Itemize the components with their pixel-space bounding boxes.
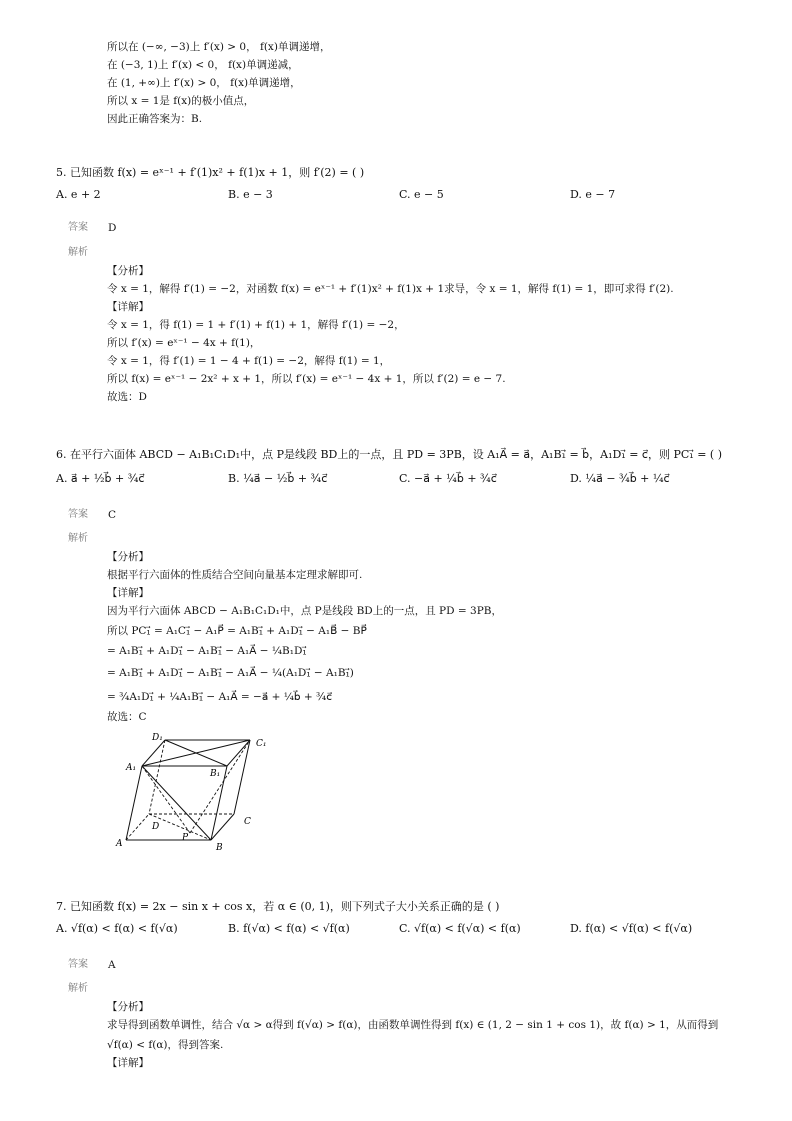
figure-label-c1: C₁ xyxy=(256,739,267,749)
intro-line-3: 在 (1, +∞)上 f′(x) > 0， f(x)单调递增， xyxy=(107,77,301,89)
q6-line-6: = A₁B₁⃗ + A₁D₁⃗ − A₁B₁⃗ − A₁A⃗ − ¼B₁D₁⃗ xyxy=(107,645,307,657)
figure-label-a: A xyxy=(116,839,123,849)
q6-option-a: A. a⃗ + ½b⃗ + ¾c⃗ xyxy=(56,472,145,485)
q5-option-c: C. e − 5 xyxy=(399,188,444,201)
q6-stem: 6. 在平行六面体 ABCD − A₁B₁C₁D₁中，点 P是线段 BD上的一点，且 PD = 3PB，设 A₁A⃗ = a⃗，A₁B₁⃗ = b⃗，A₁D₁⃗ = c⃗，则 PC₁⃗ = ( ) xyxy=(56,448,722,461)
q6-line-4: 因为平行六面体 ABCD − A₁B₁C₁D₁中，点 P是线段 BD上的一点，且 PD = 3PB， xyxy=(107,605,502,617)
q6-line-8: = ¾A₁D₁⃗ + ¼A₁B₁⃗ − A₁A⃗ = −a⃗ + ¼b⃗ + ¾c⃗ xyxy=(107,691,332,703)
figure-label-c: C xyxy=(244,817,251,827)
q7-option-a: A. √f(α) < f(α) < f(√α) xyxy=(56,922,178,935)
q6-line-3: 【详解】 xyxy=(107,587,149,599)
figure-label-p: P xyxy=(182,833,189,843)
q7-option-d: D. f(α) < √f(α) < f(√α) xyxy=(570,922,693,935)
q7-answer: A xyxy=(108,959,116,971)
q5-line-5: 所以 f′(x) = eˣ⁻¹ − 4x + f(1)， xyxy=(107,337,261,349)
q7-stem: 7. 已知函数 f(x) = 2x − sin x + cos x，若 α ∈ (0, 1)，则下列式子大小关系正确的是 ( ) xyxy=(56,900,500,913)
q6-line-9: 故选：C xyxy=(107,711,147,723)
q5-answer: D xyxy=(108,222,117,234)
q6-line-5: 所以 PC₁⃗ = A₁C₁⃗ − A₁P⃗ = A₁B₁⃗ + A₁D₁⃗ − A₁B⃗ − BP⃗ xyxy=(107,625,367,637)
q5-line-1: 【分析】 xyxy=(107,265,149,277)
q7-answer-label: 答案 xyxy=(68,959,88,970)
q5-line-6: 令 x = 1，得 f′(1) = 1 − 4 + f(1) = −2，解得 f(1) = 1， xyxy=(107,355,391,367)
q5-option-d: D. e − 7 xyxy=(570,188,616,201)
figure-label-d: D xyxy=(152,822,160,832)
q6-option-d: D. ¼a⃗ − ¾b⃗ + ¼c⃗ xyxy=(570,472,670,485)
figure-label-a1: A₁ xyxy=(126,763,137,773)
q5-option-b: B. e − 3 xyxy=(228,188,273,201)
q6-line-1: 【分析】 xyxy=(107,551,149,563)
q5-option-a: A. e + 2 xyxy=(56,188,101,201)
q7-analysis-label: 解析 xyxy=(68,983,88,994)
q7-option-c: C. √f(α) < f(√α) < f(α) xyxy=(399,922,521,935)
figure-label-b1: B₁ xyxy=(210,769,221,779)
q5-line-4: 令 x = 1，得 f(1) = 1 + f′(1) + f(1) + 1，解得 f′(1) = −2， xyxy=(107,319,405,331)
q5-line-8: 故选：D xyxy=(107,391,147,403)
q5-line-7: 所以 f(x) = eˣ⁻¹ − 2x² + x + 1，所以 f′(x) = eˣ⁻¹ − 4x + 1，所以 f′(2) = e − 7. xyxy=(107,373,506,385)
q5-analysis-label: 解析 xyxy=(68,247,88,258)
q6-analysis-label: 解析 xyxy=(68,533,88,544)
figure-label-d1: D₁ xyxy=(152,733,163,743)
parallelepiped-figure xyxy=(110,728,270,858)
q6-answer: C xyxy=(108,509,117,521)
q5-answer-label: 答案 xyxy=(68,222,88,233)
q5-line-2: 令 x = 1，解得 f′(1) = −2，对函数 f(x) = eˣ⁻¹ + f′(1)x² + f(1)x + 1求导，令 x = 1，解得 f(1) = 1，即可求得 f′(2). xyxy=(107,283,674,295)
q5-stem: 5. 已知函数 f(x) = eˣ⁻¹ + f′(1)x² + f(1)x + 1，则 f′(2) = ( ) xyxy=(56,166,365,179)
q6-option-c: C. −a⃗ + ¼b⃗ + ¾c⃗ xyxy=(399,472,497,485)
q7-option-b: B. f(√α) < f(α) < √f(α) xyxy=(228,922,350,935)
q6-line-7: = A₁B₁⃗ + A₁D₁⃗ − A₁B₁⃗ − A₁A⃗ − ¼(A₁D₁⃗ − A₁B₁⃗) xyxy=(107,667,354,679)
intro-line-2: 在 (−3, 1)上 f′(x) < 0， f(x)单调递减， xyxy=(107,59,299,71)
q7-line-1: 【分析】 xyxy=(107,1001,149,1013)
q7-line-2: 求导得到函数单调性，结合 √α > α得到 f(√α) > f(α)，由函数单调性得到 f(x) ∈ (1, 2 − sin 1 + cos 1)，故 f(α) > 1，从而得到 xyxy=(107,1019,719,1031)
figure-label-b: B xyxy=(216,843,223,853)
q5-line-3: 【详解】 xyxy=(107,301,149,313)
intro-line-5: 因此正确答案为：B. xyxy=(107,113,203,125)
intro-line-1: 所以在 (−∞, −3)上 f′(x) > 0， f(x)单调递增， xyxy=(107,41,331,53)
q6-answer-label: 答案 xyxy=(68,509,88,520)
q7-line-4: 【详解】 xyxy=(107,1057,149,1069)
q6-line-2: 根据平行六面体的性质结合空间向量基本定理求解即可. xyxy=(107,569,363,581)
intro-line-4: 所以 x = 1是 f(x)的极小值点， xyxy=(107,95,255,107)
q6-option-b: B. ¼a⃗ − ½b⃗ + ¾c⃗ xyxy=(228,472,328,485)
q7-line-3: √f(α) < f(α)，得到答案. xyxy=(107,1039,224,1051)
